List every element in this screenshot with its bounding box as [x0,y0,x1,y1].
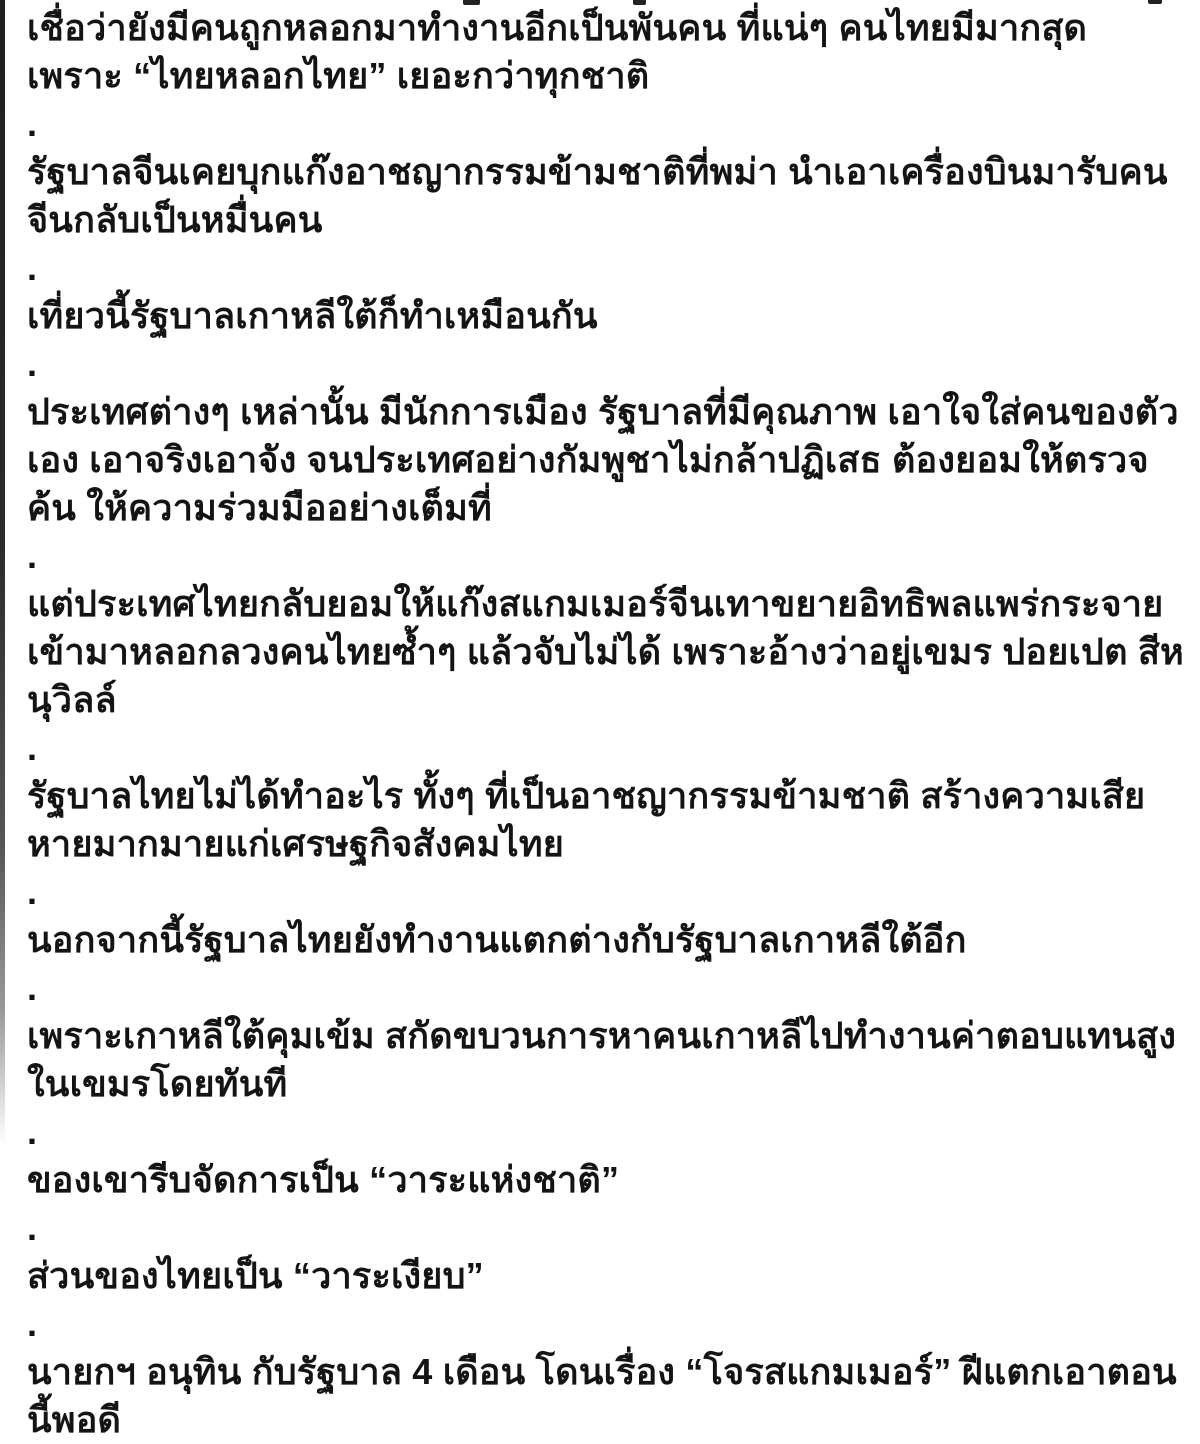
separator-dot: . [27,535,38,576]
separator-dot: . [27,1111,38,1152]
separator-dot: . [27,343,38,384]
separator-dot: . [27,871,38,912]
paragraph-6: รัฐบาลไทยไม่ได้ทำอะไร ทั้งๆ ที่เป็นอาชญากรรมข้ามชาติ สร้างความเสียหายมากมายแก่เศรษฐกิจสังคมไทย [27,775,1146,864]
paragraph-8: เพราะเกาหลีใต้คุมเข้ม สกัดขบวนการหาคนเกาหลีไปทำงานค่าตอบแทนสูงในเขมรโดยทันที [27,1015,1177,1104]
separator-dot: . [27,967,38,1008]
paragraph-1: เชื่อว่ายังมีคนถูกหลอกมาทำงานอีกเป็นพันคน ที่แน่ๆ คนไทยมีมากสุด เพราะ “ไทยหลอกไทย” เยอะกว่าทุกชาติ [27,7,1088,96]
paragraph-10: ส่วนของไทยเป็น “วาระเงียบ” [27,1255,484,1296]
separator-dot: . [27,103,38,144]
paragraph-9: ของเขารีบจัดการเป็น “วาระแห่งชาติ” [27,1159,620,1200]
separator-dot: . [27,247,38,288]
paragraph-2: รัฐบาลจีนเคยบุกแก๊งอาชญากรรมข้ามชาติที่พม่า นำเอาเครื่องบินมารับคนจีนกลับเป็นหมื่นคน [27,151,1168,240]
paragraph-7: นอกจากนี้รัฐบาลไทยยังทำงานแตกต่างกับรัฐบาลเกาหลีใต้อีก [27,919,967,960]
separator-dot: . [27,1303,38,1344]
separator-dot: . [27,727,38,768]
paragraph-11: นายกฯ อนุทิน กับรัฐบาล 4 เดือน โดนเรื่อง “โจรสแกมเมอร์” ฝีแตกเอาตอนนี้พอดี [27,1351,1177,1440]
separator-dot: . [27,1207,38,1248]
paragraph-4: ประเทศต่างๆ เหล่านั้น มีนักการเมือง รัฐบาลที่มีคุณภาพ เอาใจใส่คนของตัวเอง เอาจริงเอาจัง จนประเทศอย่างกัมพูชาไม่กล้าปฏิเสธ ต้องยอมให้ตรวจค้น ให้ความร่วมมืออย่างเต็มที่ [27,391,1179,528]
paragraph-3: เที่ยวนี้รัฐบาลเกาหลีใต้ก็ทำเหมือนกัน [27,295,598,336]
paragraph-5: แต่ประเทศไทยกลับยอมให้แก๊งสแกมเมอร์จีนเทาขยายอิทธิพลแพร่กระจายเข้ามาหลอกลวงคนไทยซ้ำๆ แล้วจับไม่ได้ เพราะอ้างว่าอยู่เขมร ปอยเปต สีหนุวิลล์ [27,583,1184,720]
